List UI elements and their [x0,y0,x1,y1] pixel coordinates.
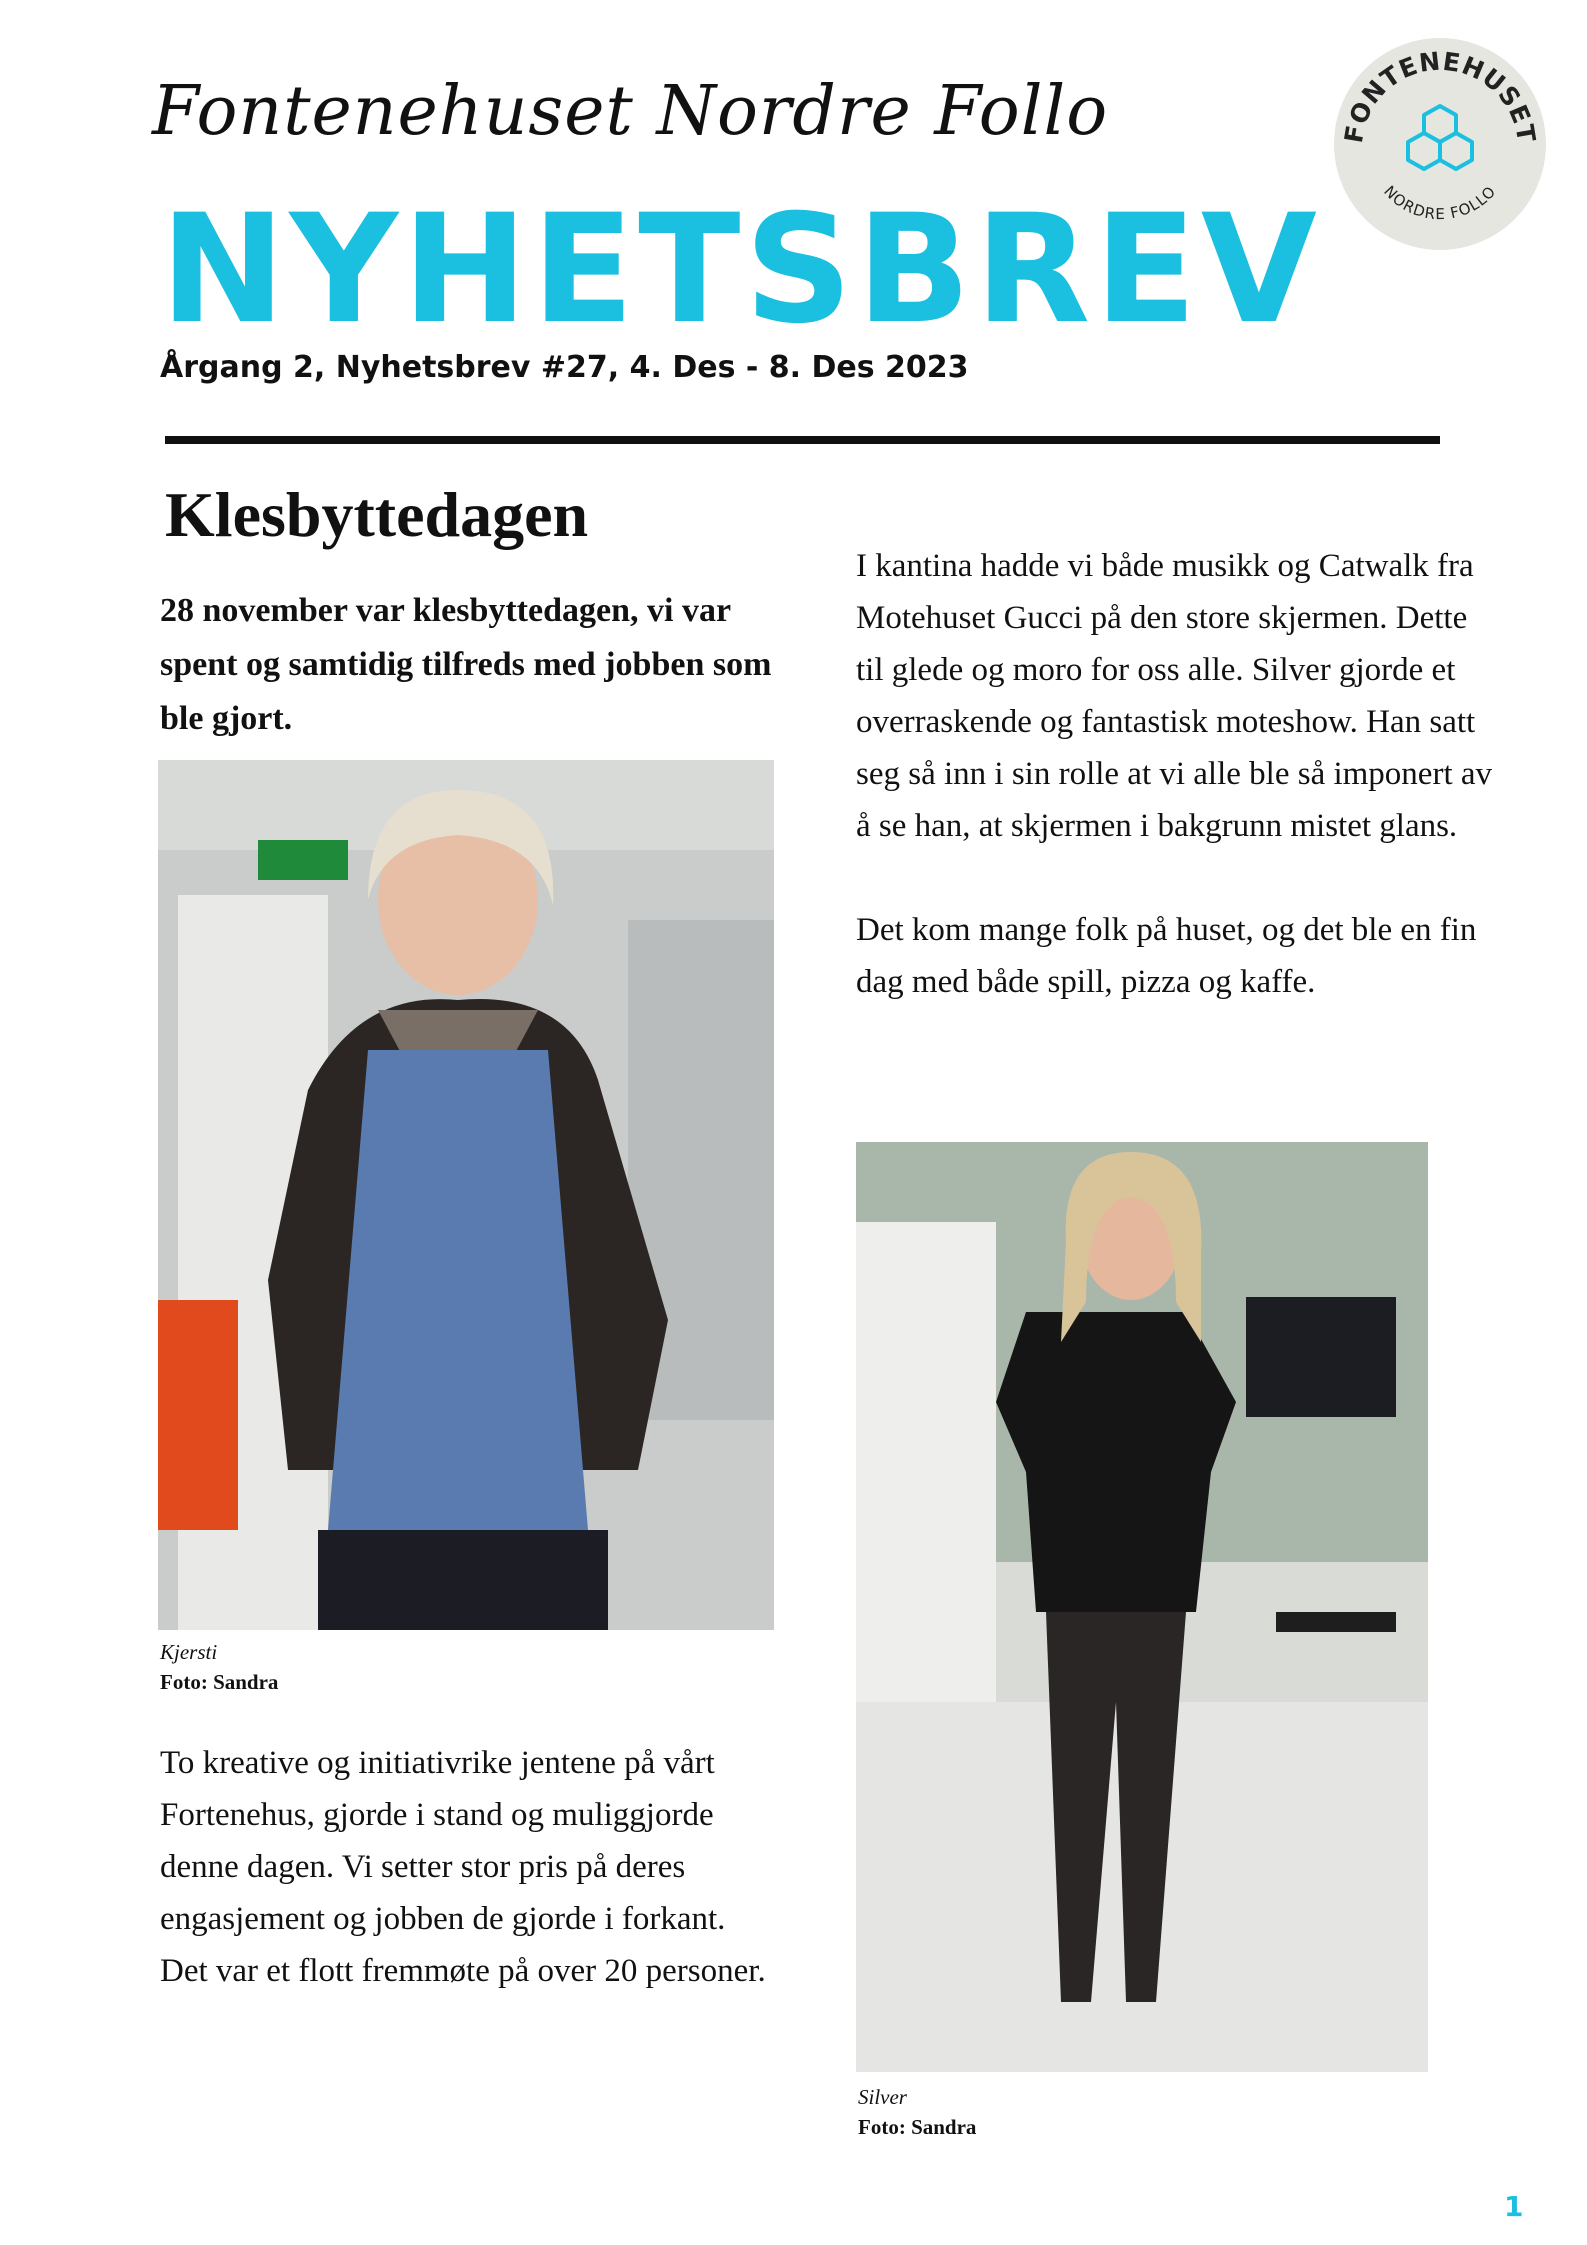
paragraph: Det kom mange folk på huset, og det ble en fin dag med både spill, pizza og kaffe. [856,912,1477,1000]
photo-silver [856,1142,1428,2072]
issue-line: Årgang 2, Nyhetsbrev #27, 4. Des - 8. Des 2023 [160,350,969,385]
article-lead: 28 november var klesbyttedagen, vi var spent og samtidig tilfreds med jobben som ble gjort. [160,592,772,737]
paragraph: Det var et flott fremmøte på over 20 personer. [160,1953,766,1989]
fontenehuset-logo [1332,36,1548,252]
photo-caption: Kjersti [160,1640,218,1664]
organization-name: Fontenehuset Nordre Follo [152,72,1109,151]
logo-bottom-text: NORDRE FOLLO [1380,182,1500,224]
page-number: 1 [1504,2190,1524,2223]
header-divider [165,436,1440,444]
photo-kjersti [158,760,774,1630]
article-headline: Klesbyttedagen [165,479,589,550]
photo-credit: Foto: Sandra [160,1670,279,1694]
photo-caption: Silver [858,2085,907,2109]
masthead-title: NYHETSBREV [160,183,1321,357]
paragraph: To kreative og initiativrike jentene på vårt Fortenehus, gjorde i stand og muliggjorde denne dagen. Vi setter stor pris på deres engasjement og jobben de gjorde i forkant. [160,1745,726,1937]
logo-top-text: FONTENEHUSET [1338,46,1542,146]
photo-credit: Foto: Sandra [858,2115,977,2139]
left-column-text [160,1737,780,1997]
right-column-text [856,540,1496,1008]
paragraph: I kantina hadde vi både musikk og Catwalk fra Motehuset Gucci på den store skjermen. Dette til glede og moro for oss alle. Silver gjorde et overraskende og fantastisk moteshow. Han satt seg så inn i sin rolle at vi alle ble så imponert av å se han, at skjermen i bakgrunn mistet glans. [856,548,1493,844]
